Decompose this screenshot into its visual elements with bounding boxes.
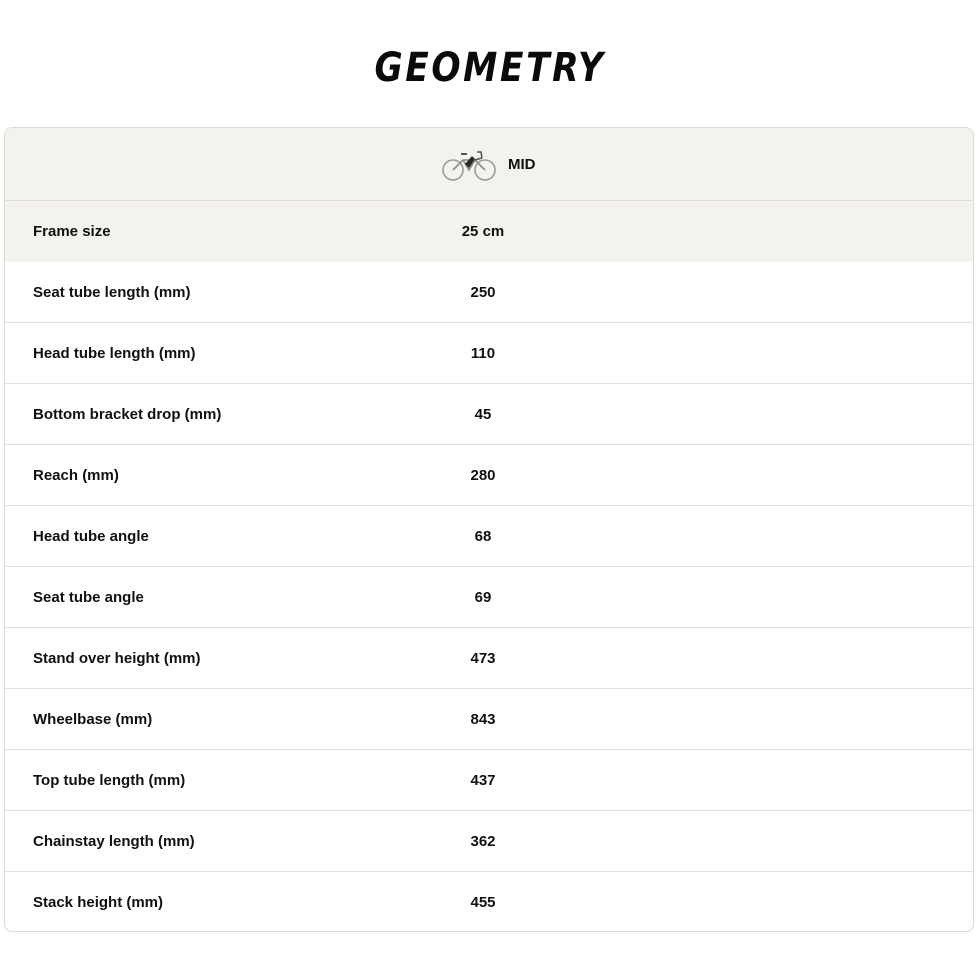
- row-label: Stack height (mm): [33, 894, 164, 911]
- row-label: Seat tube length (mm): [33, 284, 191, 301]
- bike-icon: [441, 148, 497, 182]
- table-row: [5, 567, 973, 628]
- table-row: [5, 445, 973, 506]
- row-value: 250: [470, 284, 496, 301]
- geometry-table: [4, 127, 974, 932]
- table-row: [5, 323, 973, 384]
- row-label: Top tube length (mm): [33, 772, 186, 789]
- table-row: [5, 689, 973, 750]
- table-row: [5, 750, 973, 811]
- row-label: Stand over height (mm): [33, 650, 201, 667]
- table-row: [5, 384, 973, 445]
- row-value: 25 cm: [461, 223, 505, 240]
- row-value: 45: [474, 406, 492, 423]
- row-label: Seat tube angle: [33, 589, 144, 606]
- model-name: MID: [508, 156, 536, 173]
- row-value: 280: [470, 467, 496, 484]
- table-row: [5, 262, 973, 323]
- row-value: 110: [470, 345, 496, 362]
- row-label: Head tube length (mm): [33, 345, 196, 362]
- row-value: 362: [470, 833, 496, 850]
- table-row: [5, 506, 973, 567]
- row-value: 473: [470, 650, 496, 667]
- row-value: 69: [474, 589, 492, 606]
- row-label: Wheelbase (mm): [33, 711, 153, 728]
- row-label: Bottom bracket drop (mm): [33, 406, 222, 423]
- row-value: 68: [474, 528, 492, 545]
- row-value: 437: [470, 772, 496, 789]
- table-row: [5, 628, 973, 689]
- row-label: Head tube angle: [33, 528, 149, 545]
- table-row: [5, 872, 973, 932]
- row-value: 843: [470, 711, 496, 728]
- row-value: 455: [470, 894, 496, 911]
- row-label: Frame size: [33, 223, 111, 240]
- row-label: Reach (mm): [33, 467, 119, 484]
- row-label: Chainstay length (mm): [33, 833, 195, 850]
- table-row: [5, 811, 973, 872]
- page-title: GEOMETRY: [374, 45, 606, 91]
- frame-size-row: [5, 201, 973, 262]
- model-header: [5, 128, 973, 201]
